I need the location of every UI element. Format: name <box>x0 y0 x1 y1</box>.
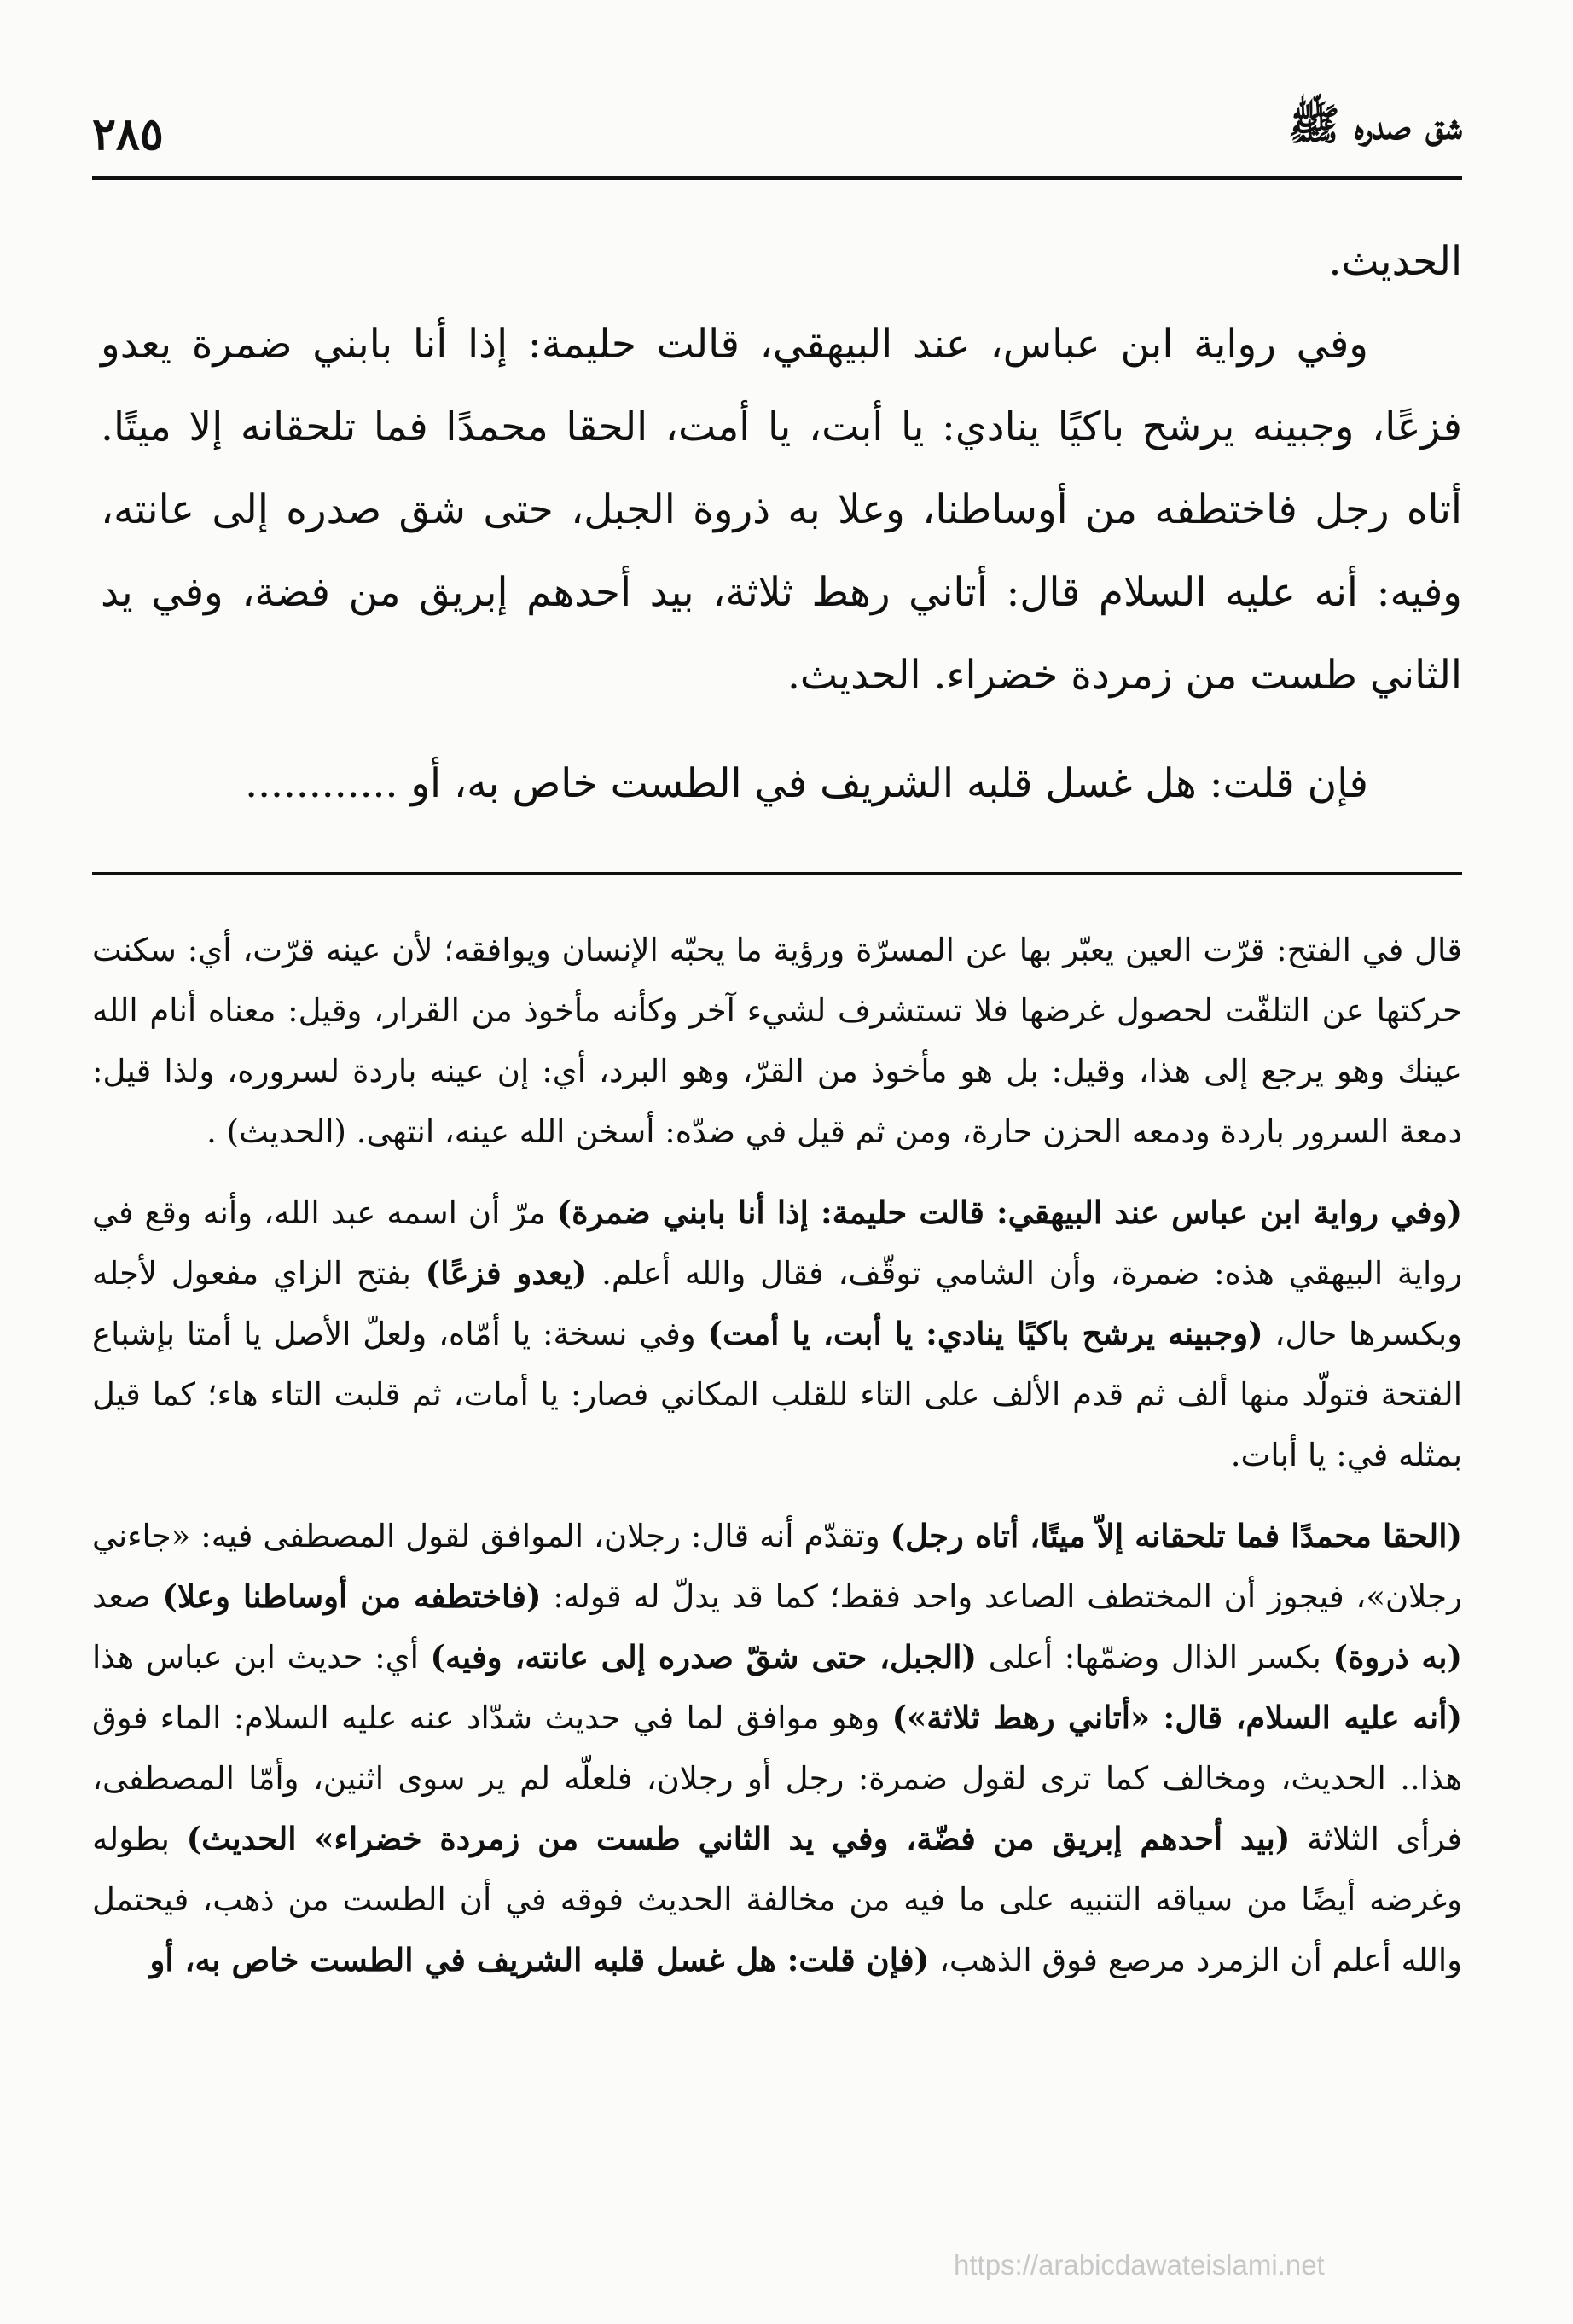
quoted-text: (وفي رواية ابن عباس عند البيهقي: قالت حليمة: إذا أنا بابني ضمرة) <box>556 1194 1462 1231</box>
commentary-text: وفي نسخة: يا أمّاه، ولعلّ الأصل يا أمتا بإشباع الفتحة فتولّد منها ألف ثم قدم الألف على التاء للقلب المكاني فصار: يا أمات، ثم قلبت التاء هاء؛ كما قيل بمثله في: يا أبات. <box>92 1316 1462 1473</box>
quoted-text: (وجبينه يرشح باكيًا ينادي: يا أبت، يا أمت) <box>707 1315 1263 1352</box>
page-number: ٢٨٥ <box>92 108 164 160</box>
page-header <box>92 92 1462 160</box>
commentary-text: وهو موافق لما في حديث شدّاد عنه عليه السلام: الماء فوق هذا.. الحديث، ومخالف كما ترى لقول ضمرة: رجل أو رجلان، فلعلّه لم ير سوى اثنين، وأمّا المصطفى، فرأى الثلاثة <box>92 1699 1462 1857</box>
quoted-text: (الجبل، حتى شقّ صدره إلى عانته، وفيه) <box>430 1638 978 1676</box>
commentary-text: بفتح الزاي مفعول لأجله وبكسرها حال، <box>92 1255 1462 1352</box>
quoted-text: (أنه عليه السلام، قال: «أتاني رهط ثلاثة») <box>891 1699 1463 1736</box>
commentary-text: أي: حديث ابن عباس هذا <box>92 1639 431 1676</box>
running-title: شق صدره ﷺ <box>1288 99 1462 149</box>
main-paragraph-2: وفي رواية ابن عباس، عند البيهقي، قالت حليمة: إذا أنا بابني ضمرة يعدو فزعًا، وجبينه يرشح باكيًا ينادي: يا أبت، يا أمت، الحقا محمدًا فما تلحقانه إلا ميتًا. أتاه رجل فاختطفه من أوساطنا، وعلا به ذروة الجبل، حتى شق صدره إلى عانته، وفيه: أنه عليه السلام قال: أتاني رهط ثلاثة، بيد أحدهم إبريق من فضة، وفي يد الثاني طست من زمردة خضراء. الحديث. <box>101 321 1462 699</box>
quoted-text: (فاختطفه من أوساطنا وعلا) <box>162 1577 542 1615</box>
commentary-paragraph-2 <box>92 1182 1462 1485</box>
commentary-paragraph-3 <box>92 1506 1462 1990</box>
quoted-text: (فإن قلت: هل غسل قلبه الشريف في الطست خاص به، أو <box>149 1941 930 1978</box>
header-rule <box>92 176 1462 180</box>
commentary-text: مرّ أن اسمه عبد الله، وأنه وقع في رواية البيهقي هذه: ضمرة، وأن الشامي توقّف، فقال والله أعلم. <box>92 1194 1462 1292</box>
main-text <box>101 220 1462 825</box>
commentary-paragraph-1: قال في الفتح: قرّت العين يعبّر بها عن المسرّة ورؤية ما يحبّه الإنسان ويوافقه؛ لأن عينه قرّت، أي: سكنت حركتها عن التلفّت لحصول غرضها فلا تستشرف لشيء آخر وكأنه مأخوذ من القرار، وقيل: معناه أنام الله عينك وهو يرجع إلى هذا، وقيل: بل هو مأخوذ من القرّ، وهو البرد، أي: إن عينه باردة لسروره، ولذا قيل: دمعة السرور باردة ودمعه الحزن حارة، ومن ثم قيل في ضدّه: أسخن الله عينه، انتهى. (الحديث) . <box>92 932 1462 1150</box>
quoted-text: (بيد أحدهم إبريق من فضّة، وفي يد الثاني طست من زمردة خضراء» الحديث) <box>186 1820 1291 1857</box>
commentary-text: بطوله وغرضه أيضًا من سياقه التنبيه على ما فيه من مخالفة الحديث فوقه في أن الطست من ذهب، فيحتمل والله أعلم أن الزمرد مرصع فوق الذهب، <box>92 1821 1462 1978</box>
commentary-text: وتقدّم أنه قال: رجلان، الموافق لقول المصطفى فيه: «جاءني رجلان»، فيجوز أن المختطف الصاعد واحد فقط؛ كما قد يدلّ له قوله: <box>92 1518 1462 1615</box>
main-paragraph-1: الحديث. <box>1328 238 1462 285</box>
main-paragraph-3: فإن قلت: هل غسل قلبه الشريف في الطست خاص به، أو ............ <box>245 760 1368 807</box>
commentary <box>92 920 1462 2011</box>
quoted-text: (الحقا محمدًا فما تلحقانه إلاّ ميتًا، أتاه رجل) <box>890 1517 1462 1554</box>
quoted-text: (به ذروة) <box>1332 1638 1462 1676</box>
quoted-text: (يعدو فزعًا) <box>425 1254 588 1292</box>
commentary-text: صعد <box>92 1578 163 1615</box>
commentary-text: بكسر الذال وضمّها: أعلى <box>977 1639 1333 1676</box>
footnote-rule <box>92 872 1462 875</box>
watermark-url: https://arabicdawateislami.net <box>954 2249 1325 2280</box>
